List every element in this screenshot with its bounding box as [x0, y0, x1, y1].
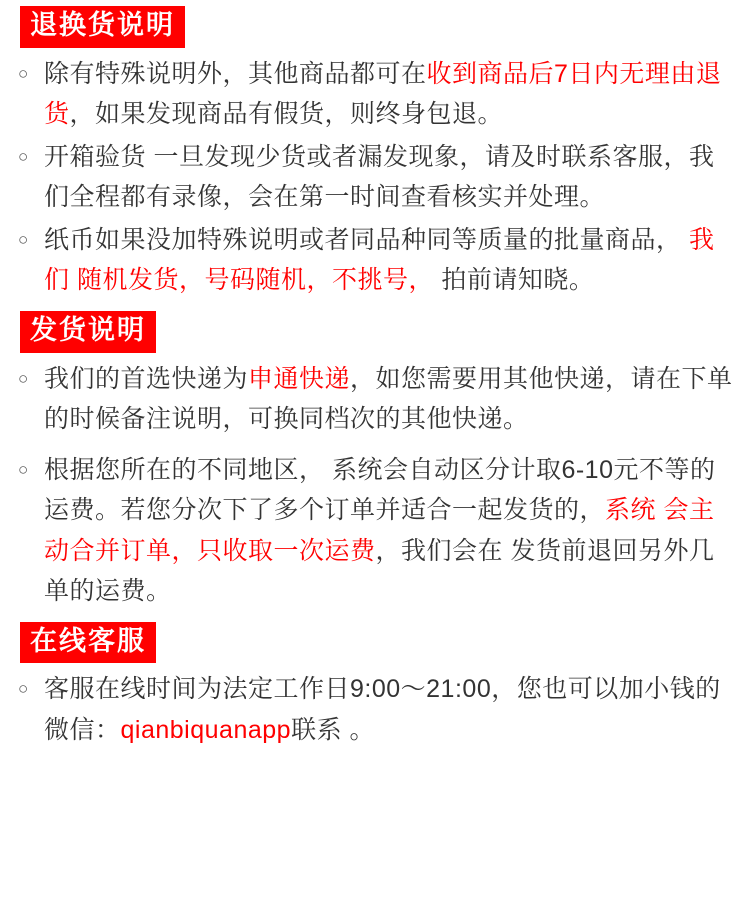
- spacer: [16, 442, 734, 450]
- list-item: [16, 54, 734, 135]
- text-run-highlight: 收到商品后7日内无理由退货: [44, 59, 722, 129]
- text-run: 客服在线时间为法定工作日9:00～21:00，您也可以加小钱的 微信：: [44, 675, 721, 744]
- list-item: [16, 450, 734, 612]
- bullet-icon: ○: [18, 229, 29, 249]
- text-run-highlight: 我们 随机发货，号码随机，不挑号，: [44, 225, 715, 295]
- bullet-icon: ○: [18, 459, 29, 479]
- section-heading-shipping: 发货说明: [20, 311, 156, 353]
- text-run: 纸币如果没加特殊说明或者同品种同等质量的批量商品，: [44, 225, 682, 254]
- list-item-text: [44, 137, 734, 218]
- list-item-text: [44, 220, 734, 301]
- list-item-text: [44, 54, 734, 135]
- bullet-icon: ○: [18, 679, 29, 699]
- bullet-icon: ○: [18, 63, 29, 83]
- section-heading-support-wrap: [20, 622, 734, 664]
- text-run: 联系 。: [291, 715, 376, 744]
- list-item-text: [44, 450, 734, 612]
- text-run: 开箱验货 一旦发现少货或者漏发现象，请及时联系客服，我们全程都有录像，会在第一时间查看核实并处理。: [44, 142, 715, 212]
- text-run-highlight: 申通快递: [248, 364, 351, 393]
- section-heading-returns-wrap: [20, 6, 734, 48]
- list-item: [16, 137, 734, 218]
- text-run: 根据您所在的不同地区， 系统会自动区分计取6-10元不等的运费。若您分次下了多个订单并适合一起发货的，: [44, 455, 716, 524]
- section-heading-shipping-wrap: [20, 311, 734, 353]
- section-heading-support: 在线客服: [20, 622, 156, 664]
- list-item-text: [44, 359, 734, 440]
- text-run: ，如果发现商品有假货，则终身包退。: [69, 100, 504, 129]
- wechat-id-text: qianbiquanapp: [120, 715, 292, 744]
- bullet-icon: ○: [18, 368, 29, 388]
- list-item: [16, 669, 734, 750]
- section-heading-returns: 退换货说明: [20, 6, 185, 48]
- text-run: 拍前请知晓。: [433, 266, 595, 295]
- text-run: 除有特殊说明外，其他商品都可在: [44, 59, 427, 88]
- bullet-icon: ○: [18, 146, 29, 166]
- text-run-highlight: 系统 会主动合并订单，只收取一次运费: [44, 496, 715, 565]
- text-run: ，我们会在 发货前退回另外几单的运费。: [44, 536, 715, 605]
- list-item-text: [44, 669, 734, 750]
- text-run: ，如您需要用其他快递，请在下单的时候备注说明，可换同档次的其他快递。: [44, 364, 733, 433]
- list-item: [16, 359, 734, 440]
- text-run: 我们的首选快递为: [44, 364, 249, 393]
- list-item: [16, 220, 734, 301]
